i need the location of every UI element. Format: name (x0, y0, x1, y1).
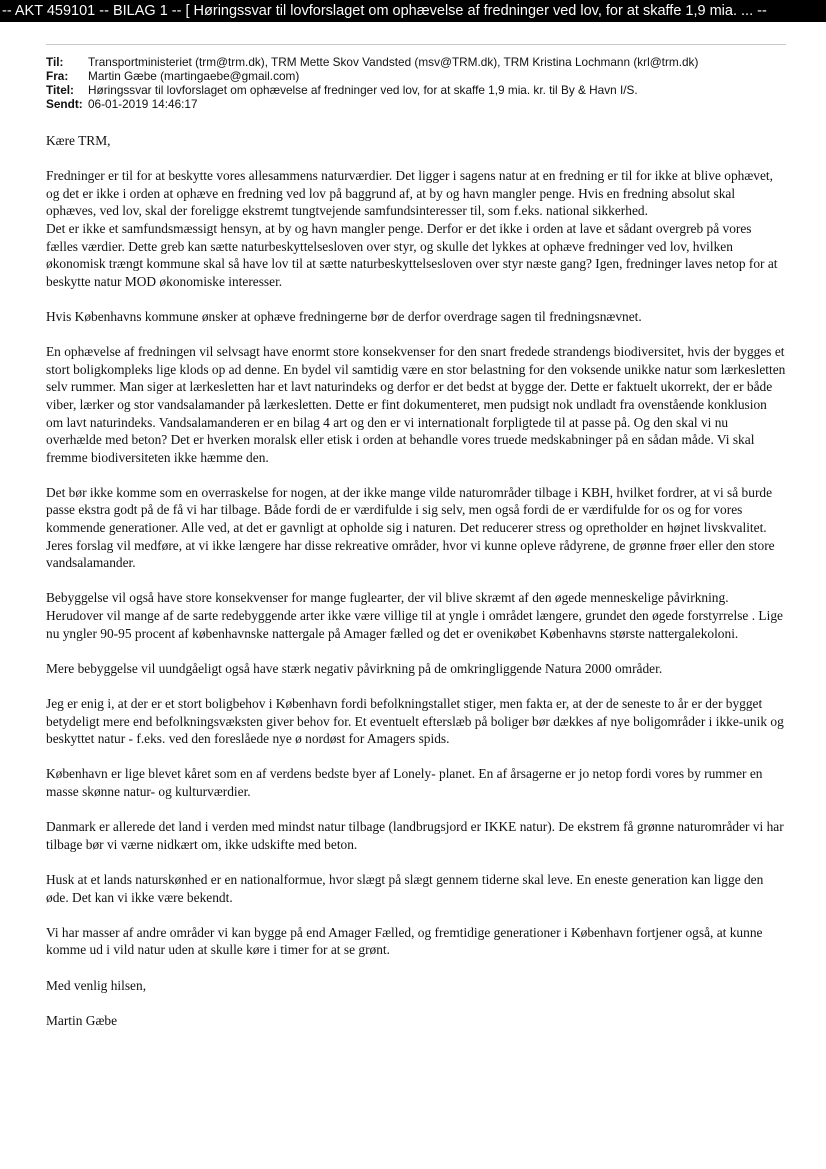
paragraph: Det er ikke et samfundsmæssigt hensyn, at by og havn mangler penge. Derfor er det ikke i orden at lave et sådant overgreb på vores fælles værdier. Dette greb kan sætte naturbeskyttelsesloven over styr, og skulle det lykkes at ophæve fredninger ved lov, hvilken økonomisk trængt kommune skal så have lov til at sætte naturbeskyttelsesloven over styr næste gang? Igen, fredninger laves netop for at beskytte natur MOD økonomiske interesser. (46, 220, 778, 289)
to-label: Til: (46, 55, 64, 69)
paragraph: Husk at et lands naturskønhed er en nationalformue, hvor slægt på slægt gennem tiderne skal leve. En eneste generation kan ligge den øde. Det kan vi ikke være bekendt. (46, 871, 764, 905)
title-value: Høringssvar til lovforslaget om ophævelse af fredninger ved lov, for at skaffe 1,9 mia. kr. til By & Havn I/S. (88, 83, 638, 97)
letter-closing: Med venlig hilsen, (46, 977, 147, 993)
paragraph: Hvis Københavns kommune ønsker at ophæve fredningerne bør de derfor overdrage sagen til fredningsnævnet. (46, 308, 642, 324)
paragraph: København er lige blevet kåret som en af verdens bedste byer af Lonely- planet. En af årsagerne er jo netop fordi vores by rummer en masse skønne natur- og kulturværdier. (46, 766, 763, 799)
paragraph: En ophævelse af fredningen vil selvsagt have enormt store konsekvenser for den snart fredede strandengs biodiversitet, hvis der bygges et stort boligkompleks lige klods op ad denne. En bydel vil samtidig være en stor belastning for den voksende unikke natur som lærkesletten selv rummer. Man siger at lærkesletten har et lavt naturindeks og derfor er det bedst at bygge der. Dette er faktuelt ukorrekt, der er både viber, lærker og stor vandsalamander på lærkesletten. Dette er fint dokumenteret, men pudsigt nok undladt fra ovenstående konklusion om lavt naturindeks. Vandsalamanderen er en bilag 4 art og den er vi internationalt forpligtede til at passe på. Og den skal vi nu overhælde med beton? Det er hverken moralsk eller etisk i orden at behandle vores truede medskabninger på en sådan måde. Vi skal fremme biodiversiteten ikke hæmme den. (46, 344, 786, 465)
letter-signature: Martin Gæbe (46, 1012, 118, 1028)
header-divider (46, 44, 786, 45)
paragraph: Danmark er allerede det land i verden med mindst natur tilbage (landbrugsjord er IKKE natur). De ekstrem få grønne naturområder vi har tilbage bør vi værne nidkært om, ikke udskifte med beton. (46, 819, 784, 852)
paragraph: Jeg er enig i, at der er et stort boligbehov i København fordi befolkningstallet stiger, men fakta er, at der de seneste to år er der bygget betydeligt mere end befolkningsvæksten giver behov for. Et eventuelt efterslæb på boliger bør dækkes af nye boligområder i ikke-unik og beskyttet natur - f.eks. ved den foreslåede nye ø nordøst for Amagers spids. (46, 696, 784, 747)
title-label: Titel: (46, 83, 74, 97)
paragraph: Mere bebyggelse vil uundgåeligt også have stærk negativ påvirkning på de omkringliggende Natura 2000 områder. (46, 660, 663, 676)
to-value: Transportministeriet (trm@trm.dk), TRM Mette Skov Vandsted (msv@TRM.dk), TRM Kristina Lochmann (krl@trm.dk) (88, 55, 699, 69)
paragraph: Vi har masser af andre områder vi kan bygge på end Amager Fælled, og fremtidige generationer i København fortjener også, at kunne komme ud i vild natur uden at skulle køre i timer for at se grønt. (46, 924, 763, 958)
from-label: Fra: (46, 69, 69, 83)
header-row-to (46, 55, 786, 69)
banner-text: -- AKT 459101 -- BILAG 1 -- [ Høringssvar til lovforslaget om ophævelse af fredninger ved lov, for at skaffe 1,9 mia. ... -- (2, 3, 767, 19)
header-row-from (46, 69, 786, 83)
paragraph: Bebyggelse vil også have store konsekvenser for mange fuglearter, der vil blive skræmt af den øgede menneskelige påvirkning. Herudover vil mange af de sarte redebyggende arter ikke være villige til at yngle i området længere, grundet den øgede forstyrrelse . Lige nu yngler 90-95 procent af københavnske nattergale på Amager fælled og det er ovenikøbet Københavns største nattergalekoloni. (46, 590, 783, 641)
letter-body (46, 132, 786, 1047)
from-value: Martin Gæbe (martingaebe@gmail.com) (88, 69, 300, 83)
header-row-title (46, 83, 786, 97)
paragraph: Det bør ikke komme som en overraskelse for nogen, at der ikke mange vilde naturområder tilbage i KBH, hvilket fordrer, at vi så burde passe ekstra godt på de få vi har tilbage. Både fordi de er værdifulde i sig selv, men også fordi de er værdifulde for os og for vores kommende generationer. Alle ved, at det er gavnligt at opholde sig i naturen. Det reducerer stress og opretholder en højnet livskvalitet. Jeres forslag vil medføre, at vi ikke længere har disse rekreative områder, hvor vi kunne opleve rådyrene, de grønne frøer eller den store vandsalamander. (46, 484, 775, 571)
sent-value: 06-01-2019 14:46:17 (88, 97, 198, 111)
letter-greeting: Kære TRM, (46, 133, 111, 148)
email-header (46, 55, 786, 111)
paragraph: Fredninger er til for at beskytte vores allesammens naturværdier. Det ligger i sagens natur at en fredning er til for ikke at blive ophævet, og det er ikke i orden at ophæve en fredning ved lov på baggrund af, at by og havn mangler penge. Hvis en fredning absolut skal ophæves, ved lov, skal der foreligge ekstremt tungtvejende samfundsinteresser til, som f.eks. national sikkerhed. (46, 168, 773, 219)
header-row-sent (46, 97, 786, 111)
document-banner (0, 0, 826, 22)
sent-label: Sendt: (46, 97, 83, 111)
